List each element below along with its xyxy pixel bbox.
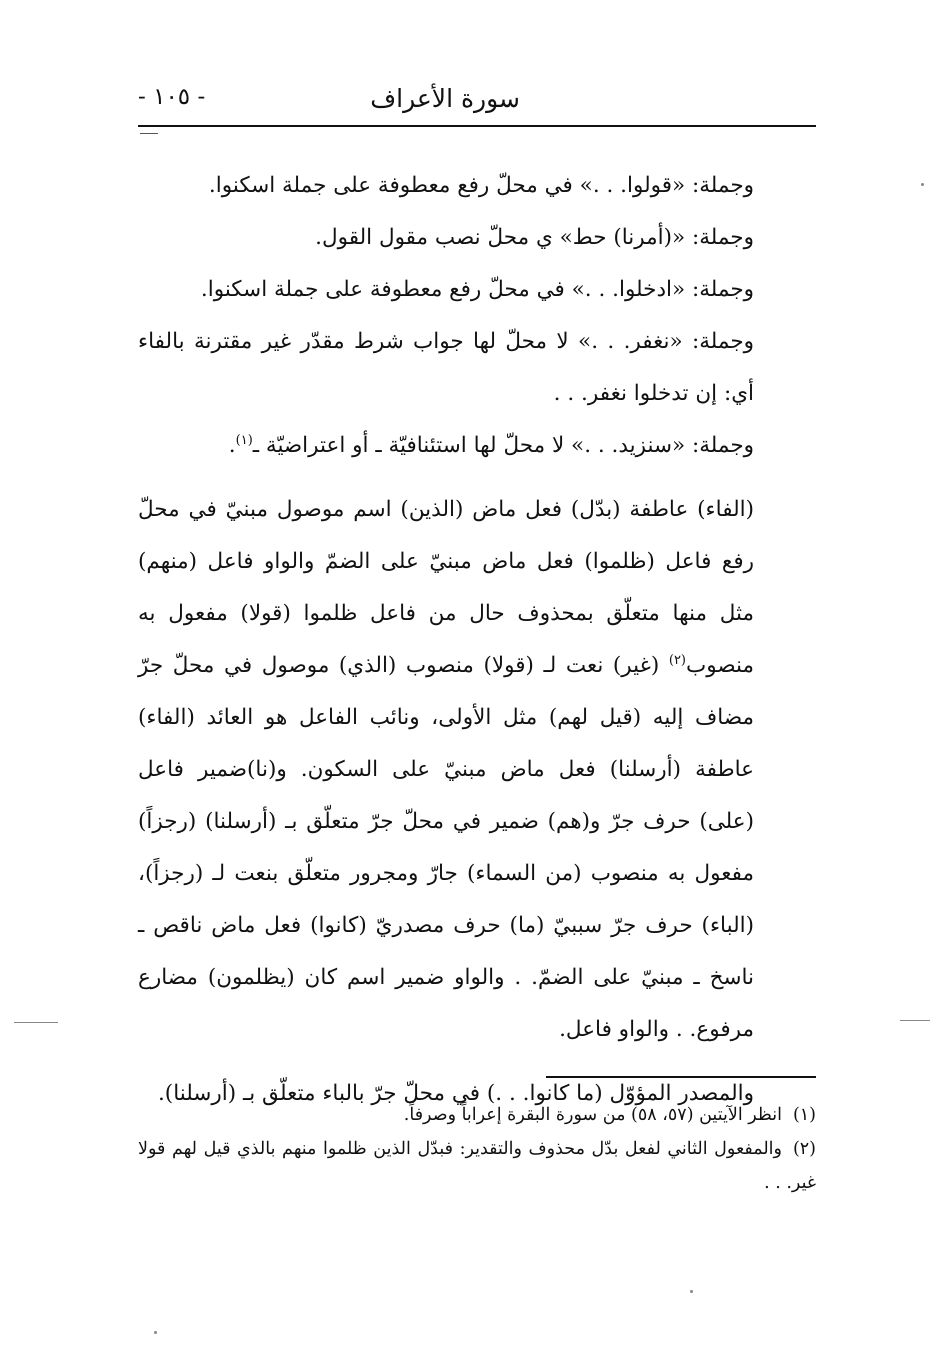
footnote-number: (٢): [792, 1139, 816, 1159]
scan-speck: [690, 1290, 693, 1293]
paragraph-5-end: .: [228, 433, 236, 458]
paragraph-6: [138, 484, 816, 1056]
paragraph-1: وجملة: «قولوا. . .» في محلّ رفع معطوفة على جملة اسكنوا.: [208, 173, 754, 198]
scan-speck: [14, 1022, 58, 1023]
footnote-number: (١): [792, 1105, 816, 1125]
running-title: سورة الأعراف: [370, 84, 520, 113]
scan-speck: [900, 1020, 930, 1021]
header-rule: [138, 125, 816, 127]
main-text: [138, 160, 816, 1120]
footnote-text: انظر الآيتين (٥٧، ٥٨) من سورة البقرة إعراباً وصرفاً.: [403, 1105, 782, 1125]
paragraph-7: والمصدر المؤوّل (ما كانوا. . .) في محلّ جرّ بالباء متعلّق بـ (أرسلنا).: [157, 1081, 754, 1106]
paragraph-4: وجملة: «نغفر. . .» لا محلّ لها جواب شرط مقدّر غير مقترنة بالفاء أي: إن تدخلوا نغفر. . .: [138, 329, 754, 406]
paragraph-2: وجملة: «(أمرنا) حط» ي محلّ نصب مقول القول.: [315, 225, 754, 250]
footnotes: [138, 1098, 816, 1200]
paragraph-gap: [138, 1056, 816, 1068]
footnote-1: [138, 1098, 816, 1132]
paragraph-5: [138, 420, 816, 472]
paragraph-gap: [138, 472, 816, 484]
paragraph-6-part-b: (غير) نعت لـ (قولا) منصوب (الذي) موصول في محلّ جرّ مضاف إليه (قيل لهم) مثل الأولى، ونائب الفاعل هو العائد (الفاء) عاطفة (أرسلنا) فعل ماض مبنيّ على السكون. و(نا)ضمير فاعل (على) حرف جرّ و(هم) ضمير في محلّ جرّ متعلّق بـ (أرسلنا) (رجزاً) مفعول به منصوب (من السماء) جارّ ومجرور متعلّق بنعت لـ (رجزاً)، (الباء) حرف جرّ سببيّ (ما) حرف مصدريّ (كانوا) فعل ماض ناقص ـ ناسخ ـ مبنيّ على الضمّ. . والواو ضمير اسم كان (يظلمون) مضارع مرفوع. . والواو فاعل.: [138, 653, 754, 1042]
paragraph-5-text: وجملة: «سنزيد. . .» لا محلّ لها استئنافيّة ـ أو اعتراضيّة ـ: [252, 433, 754, 458]
paragraph-3: وجملة: «ادخلوا. . .» في محلّ رفع معطوفة على جملة اسكنوا.: [200, 277, 754, 302]
footnote-ref-2: (٢): [668, 652, 686, 668]
page-header: [138, 78, 816, 118]
header-tick-mark: [140, 133, 158, 134]
paragraph-6-part-a: (الفاء) عاطفة (بدّل) فعل ماض (الذين) اسم موصول مبنيّ في محلّ رفع فاعل (ظلموا) فعل ماض مبنيّ على الضمّ والواو فاعل (منهم) مثل منها متعلّق بمحذوف حال من فاعل ظلموا (قولا) مفعول به منصوب: [138, 497, 754, 678]
footnote-text: والمفعول الثاني لفعل بدّل محذوف والتقدير: فبدّل الذين ظلموا منهم بالذي قيل لهم قولا غير. . .: [138, 1139, 816, 1193]
scan-speck: [921, 183, 924, 186]
scan-speck: [154, 1331, 157, 1334]
page-number: - ١٠٥ -: [138, 84, 206, 110]
footnote-ref-1: (١): [235, 432, 253, 448]
footnote-2: [138, 1132, 816, 1200]
footnote-rule: [546, 1076, 816, 1078]
